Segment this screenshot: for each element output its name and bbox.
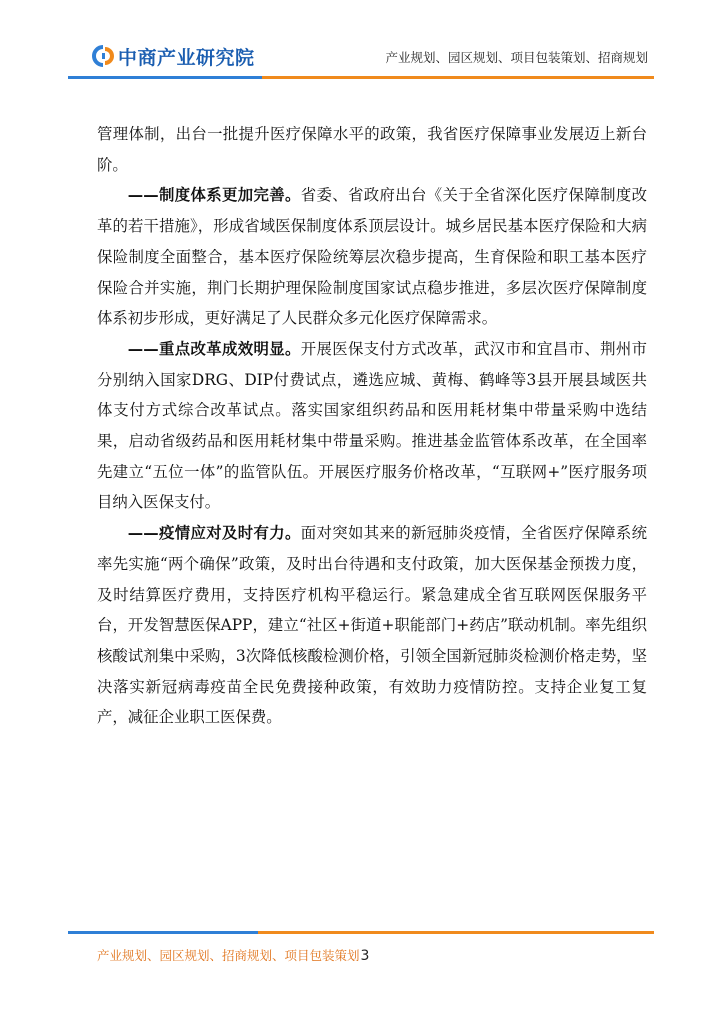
paragraph-reform (97, 334, 647, 518)
company-logo-icon (92, 45, 114, 67)
header-tagline: 产业规划、园区规划、项目包装策划、招商规划 (385, 50, 648, 65)
footer-rule-blue (68, 931, 258, 934)
logo (92, 40, 255, 72)
paragraph-heading: ——制度体系更加完善。 (127, 186, 301, 205)
page-number: 3 (360, 948, 370, 964)
logo-text: 中商产业研究院 (118, 46, 255, 69)
paragraph-text: 面对突如其来的新冠肺炎疫情，全省医疗保障系统率先实施“两个确保”政策，及时出台待遇和支付政策，加大医保基金预拨力度，及时结算医疗费用，支持医疗机构平稳运行。紧急建成全省互联网医保服务平台，开发智慧医保APP，建立“社区+街道+职能部门+药店”联动机制。率先组织核酸试剂集中采购，3次降低核酸检测价格，引领全国新冠肺炎检测价格走势，坚决落实新冠病毒疫苗全民免费接种政策，有效助力疫情防控。支持企业复工复产，减征企业职工医保费。 (97, 524, 647, 727)
footer-rule-orange (258, 931, 654, 934)
paragraph-heading: ——疫情应对及时有力。 (127, 524, 301, 543)
paragraph-text: 省委、省政府出台《关于全省深化医疗保障制度改革的若干措施》，形成省域医保制度体系顶层设计。城乡居民基本医疗保险和大病保险制度全面整合，基本医疗保险统筹层次稳步提高，生育保险和职工基本医疗保险合并实施，荆门长期护理保险制度国家试点稳步推进，多层次医疗保障制度体系初步形成，更好满足了人民群众多元化医疗保障需求。 (97, 186, 647, 328)
paragraph-text: 开展医保支付方式改革，武汉市和宜昌市、荆州市分别纳入国家DRG、DIP付费试点，遴选应城、黄梅、鹤峰等3县开展县域医共体支付方式综合改革试点。落实国家组织药品和医用耗材集中带量采购中选结果，启动省级药品和医用耗材集中带量采购。推进基金监管体系改革，在全国率先建立“五位一体”的监管队伍。开展医疗服务价格改革，“互联网+”医疗服务项目纳入医保支付。 (97, 339, 647, 512)
paragraph-continuation (97, 119, 647, 180)
header-rule-orange (262, 76, 654, 79)
footer-tagline: 产业规划、园区规划、招商规划、项目包装策划 (97, 948, 360, 963)
page-footer (97, 946, 369, 964)
page-header (0, 0, 724, 80)
paragraph-system (97, 180, 647, 334)
header-rule-blue (68, 76, 262, 79)
paragraph-heading: ——重点改革成效明显。 (127, 339, 301, 358)
paragraph-epidemic (97, 518, 647, 733)
paragraph-text: 管理体制，出台一批提升医疗保障水平的政策，我省医疗保障事业发展迈上新台阶。 (97, 125, 647, 174)
body-text (97, 119, 647, 733)
